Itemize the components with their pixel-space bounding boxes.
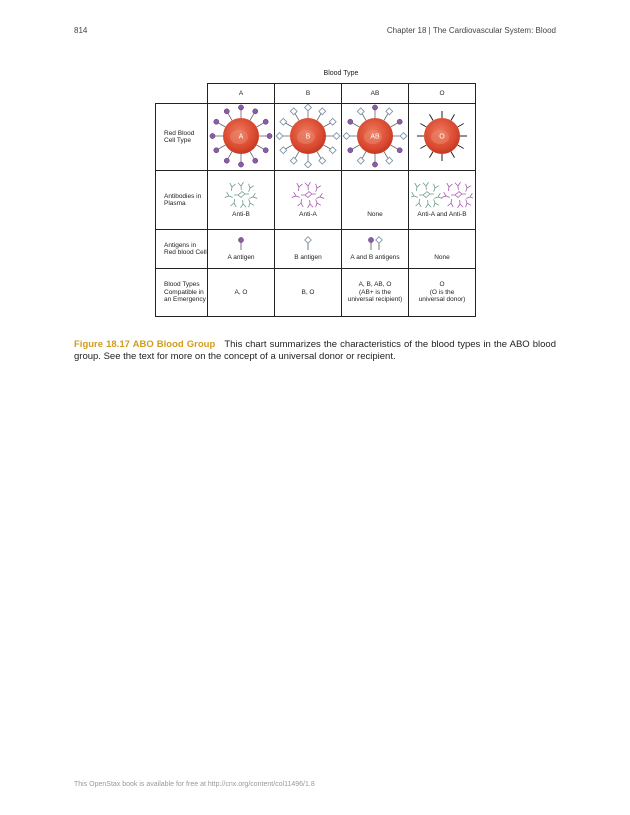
antibody-icon	[246, 198, 254, 207]
b-antigen-head	[319, 157, 326, 164]
b-antigen-head	[329, 147, 336, 154]
antibody-label-o: Anti-A and Anti-B	[417, 211, 467, 219]
spike-mark	[430, 114, 434, 120]
spike-mark	[451, 114, 455, 120]
a-antigen-head	[238, 237, 243, 242]
cell-type-label: AB	[370, 133, 380, 141]
antibody-icon	[229, 183, 236, 191]
antibodies-row	[156, 171, 476, 230]
cell-compatible-ab	[342, 269, 409, 317]
compatible-ab-line-1: A, B, AB, O	[358, 280, 392, 288]
antibody-icon	[419, 192, 427, 198]
b-antigen-head	[290, 157, 297, 164]
antigen-label-o: None	[434, 254, 450, 262]
cell-antibodies-ab	[342, 171, 409, 230]
cell-type-label: A	[238, 133, 244, 141]
empty-antibody-area	[355, 181, 395, 209]
antibody-icon	[446, 183, 453, 191]
rbc-b-illustration	[275, 104, 341, 168]
caption-text: This chart summarizes the characteristics of the blood types in the ABO blood group. See the text for more on the concept of a universal donor or recipient.	[74, 338, 556, 362]
spike-mark	[430, 152, 434, 158]
antibody-label-a: Anti-B	[232, 211, 250, 219]
a-antigen-head	[372, 105, 377, 110]
cell-rbc-a	[208, 104, 275, 171]
cell-compatible-b	[275, 269, 342, 317]
empty-corner	[156, 84, 208, 104]
antibody-icon	[431, 184, 439, 193]
antigen-stalk	[384, 113, 388, 120]
cell-antibodies-o	[409, 171, 476, 230]
antibody-icon	[238, 182, 244, 190]
antigen-stalk	[362, 152, 366, 159]
antigen-stalk	[384, 152, 388, 159]
antibody-icon	[455, 182, 461, 190]
antibody-icon	[246, 184, 254, 193]
antibody-icon	[465, 193, 473, 201]
antigens-row	[156, 230, 476, 269]
compatible-o-line-1: O	[439, 280, 445, 288]
antibody-icon	[225, 192, 234, 200]
rbc-row	[156, 104, 476, 171]
b-antigen-head	[290, 108, 297, 115]
cell-antigen-a	[208, 230, 275, 269]
figure-title: Blood Type	[323, 70, 359, 77]
antibody-icon	[463, 184, 471, 193]
rbc-o-illustration	[409, 104, 475, 168]
b-antigen-head	[376, 237, 383, 244]
antigen-stalk	[285, 145, 292, 149]
spike-mark	[420, 124, 426, 128]
b-antigen-head	[276, 133, 283, 140]
cell-antigen-o	[409, 230, 476, 269]
a-antigen-head	[348, 119, 353, 124]
cell-rbc-b	[275, 104, 342, 171]
cell-antigen-b	[275, 230, 342, 269]
column-header-a: A	[208, 84, 275, 104]
b-antigen-head	[329, 118, 336, 125]
a-antigen-head	[210, 133, 215, 138]
antigen-stalk	[317, 113, 321, 120]
b-antigen-head	[357, 157, 364, 164]
b-antigen-head	[305, 237, 312, 244]
antigen-stalk	[362, 113, 366, 120]
antibody-icon	[307, 200, 313, 208]
antibody-icon	[234, 192, 242, 198]
antigen-stalk	[324, 123, 331, 127]
b-antigen-head	[343, 133, 350, 140]
antibody-icon	[315, 193, 324, 201]
b-antigen-head	[305, 104, 312, 111]
abo-blood-group-table	[155, 83, 476, 317]
a-antigen-head	[267, 133, 272, 138]
antibody-icon	[309, 191, 317, 197]
a-antigen-head	[368, 237, 373, 242]
antibody-icon	[431, 198, 439, 207]
compatible-o-line-3: universal donor)	[418, 296, 466, 304]
antibody-icon	[433, 193, 442, 201]
antigen-label-a: A antigen	[227, 254, 255, 262]
page-number: 814	[74, 26, 88, 35]
cell-antibodies-b	[275, 171, 342, 230]
b-antigen-head	[333, 133, 340, 140]
cell-compatible-a	[208, 269, 275, 317]
spike-mark	[458, 124, 464, 128]
compatible-b-line: B, O	[301, 288, 315, 296]
antigen-stalk	[218, 123, 225, 127]
antigen-stalk	[228, 152, 232, 159]
compatible-ab-line-2: (AB+ is the	[359, 288, 391, 296]
anti-b-antibody-icons	[221, 181, 261, 209]
antibody-icon	[292, 192, 301, 200]
b-antigen-icon	[296, 236, 320, 252]
a-antigen-head	[238, 105, 243, 110]
cell-rbc-ab	[342, 104, 409, 171]
antibody-icon	[248, 193, 257, 201]
cell-antibodies-a	[208, 171, 275, 230]
cell-antigen-ab	[342, 230, 409, 269]
antibody-icon	[451, 192, 459, 198]
antibody-icon	[301, 192, 309, 198]
b-antigen-head	[305, 161, 312, 168]
antibody-icon	[416, 199, 423, 207]
b-antigen-head	[280, 147, 287, 154]
row-label-rbc-type: Red Blood Cell Type	[156, 104, 208, 171]
cell-rbc-o	[409, 104, 476, 171]
b-antigen-head	[386, 108, 393, 115]
figure-caption	[74, 339, 556, 364]
antigen-stalk	[257, 145, 264, 149]
antibody-icon	[457, 200, 463, 208]
antibody-icon	[305, 182, 311, 190]
antibody-icon	[463, 198, 471, 207]
column-header-ab: AB	[342, 84, 409, 104]
antibody-label-ab: None	[367, 211, 383, 219]
column-header-b: B	[275, 84, 342, 104]
antigen-stalk	[295, 152, 299, 159]
antibody-icon	[459, 191, 467, 197]
running-header: Chapter 18 | The Cardiovascular System: Blood	[386, 26, 556, 35]
antibody-icon	[298, 199, 305, 207]
footer-source: This OpenStax book is available for free at http://cnx.org/content/col11496/1.8	[74, 781, 315, 788]
row-label-antigens: Antigens in Red blood Cell	[156, 230, 208, 269]
table-header-row	[156, 84, 476, 104]
antigen-stalk	[391, 145, 398, 149]
empty-antigen-area	[430, 236, 454, 252]
antibody-icon	[423, 182, 429, 190]
antibody-icon	[231, 199, 238, 207]
anti-a-antibody-icons	[288, 181, 328, 209]
compatible-row	[156, 269, 476, 317]
a-antigen-head	[397, 148, 402, 153]
column-header-o: O	[409, 84, 476, 104]
antigen-stalk	[218, 145, 225, 149]
antibody-icon	[240, 200, 246, 208]
compatible-ab-line-3: universal recipient)	[347, 296, 403, 304]
antigen-stalk	[352, 145, 359, 149]
row-label-compatible: Blood Types Compatible in an Emergency	[156, 269, 208, 317]
b-antigen-head	[357, 108, 364, 115]
anti-a-and-anti-b-antibody-icons	[411, 181, 473, 209]
spike-mark	[420, 145, 426, 149]
antigen-stalk	[352, 123, 359, 127]
a-and-b-antigen-icons	[363, 236, 387, 252]
b-antigen-head	[400, 133, 407, 140]
b-antigen-head	[386, 157, 393, 164]
a-antigen-head	[253, 109, 258, 114]
antigen-stalk	[228, 113, 232, 120]
a-antigen-head	[214, 148, 219, 153]
antibody-icon	[425, 200, 431, 208]
antigen-stalk	[324, 145, 331, 149]
antibody-icon	[296, 183, 303, 191]
a-antigen-head	[263, 119, 268, 124]
a-antigen-head	[348, 148, 353, 153]
rbc-ab-illustration	[342, 104, 408, 168]
spike-mark	[458, 145, 464, 149]
cell-compatible-o	[409, 269, 476, 317]
spike-mark	[451, 152, 455, 158]
antigen-stalk	[250, 113, 254, 120]
antigen-stalk	[285, 123, 292, 127]
antigen-stalk	[295, 113, 299, 120]
a-antigen-head	[372, 162, 377, 167]
a-antigen-head	[263, 148, 268, 153]
antigen-stalk	[391, 123, 398, 127]
antibody-icon	[313, 198, 321, 207]
a-antigen-head	[224, 109, 229, 114]
antibody-label-b: Anti-A	[299, 211, 317, 219]
compatible-o-line-2: (O is the	[429, 288, 455, 296]
cell-type-label: O	[439, 133, 445, 141]
antibody-icon	[313, 184, 321, 193]
a-antigen-head	[214, 119, 219, 124]
row-label-antibodies: Antibodies in Plasma	[156, 171, 208, 230]
antigen-stalk	[250, 152, 254, 159]
antibody-icon	[242, 191, 250, 197]
compatible-a-line: A, O	[234, 288, 248, 296]
rbc-a-illustration	[208, 104, 274, 168]
antigen-stalk	[257, 123, 264, 127]
antibody-icon	[448, 199, 455, 207]
antibody-icon	[411, 192, 419, 200]
figure-label: Figure 18.17 ABO Blood Group	[74, 338, 216, 350]
a-antigen-head	[238, 162, 243, 167]
antigen-label-b: B antigen	[294, 254, 322, 262]
antibody-icon	[442, 192, 451, 200]
a-antigen-head	[224, 158, 229, 163]
cell-type-label: B	[305, 133, 311, 141]
antibody-icon	[427, 191, 435, 197]
b-antigen-head	[280, 118, 287, 125]
b-antigen-head	[319, 108, 326, 115]
antibody-icon	[414, 183, 421, 191]
antigen-label-ab: A and B antigens	[350, 254, 400, 262]
a-antigen-icon	[229, 236, 253, 252]
antigen-stalk	[317, 152, 321, 159]
a-antigen-head	[253, 158, 258, 163]
a-antigen-head	[397, 119, 402, 124]
